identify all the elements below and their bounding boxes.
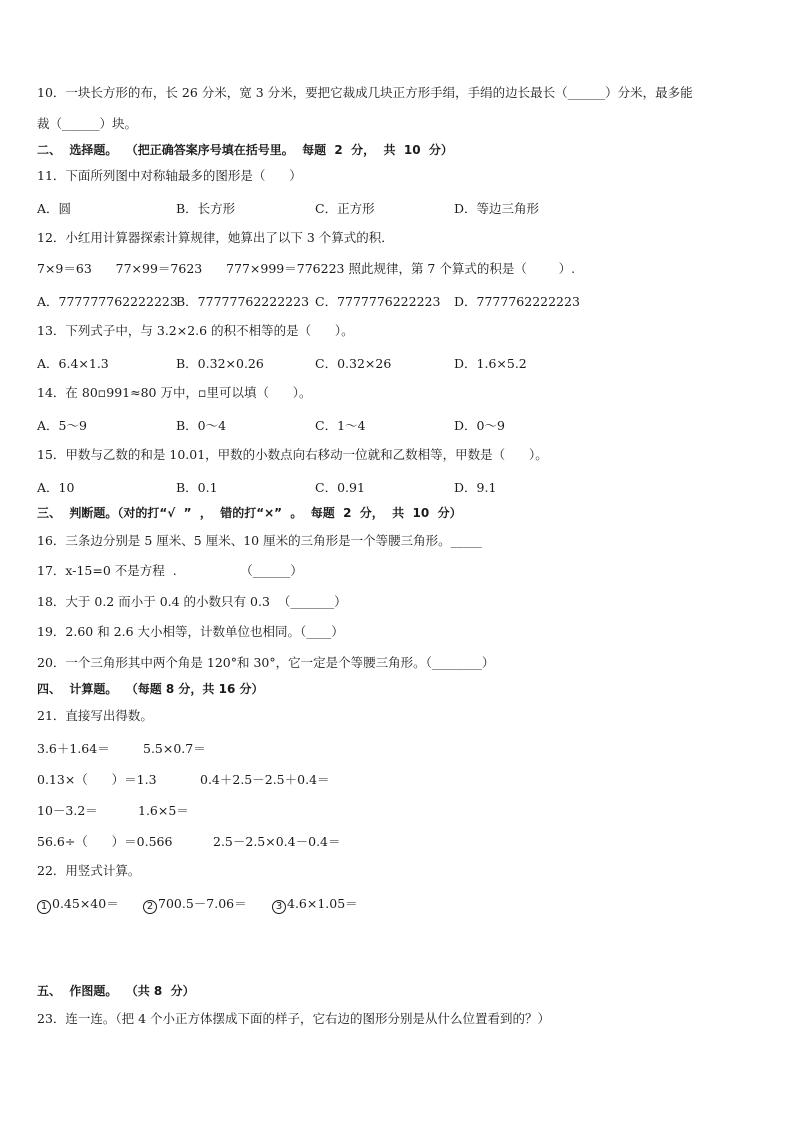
q21-expression: 2.5－2.5×0.4－0.4＝ xyxy=(213,834,341,849)
q15-option-d: D．9.1 xyxy=(454,480,497,495)
q12-options xyxy=(37,292,777,308)
q12-option-a: A．777777762222223 xyxy=(37,294,178,309)
section3-header: 三、 判断题。（对的打“√ ” ， 错的打“×” 。 每题 2 分， 共 10 分） xyxy=(37,506,462,520)
q23-stem: 23．连一连。（把 4 个小正方体摆成下面的样子，它右边的图形分别是从什么位置看到的？） xyxy=(37,1011,551,1026)
q12-option-b: B．77777762222223 xyxy=(176,294,310,309)
q21-row-4 xyxy=(37,832,777,848)
q22-item-2 xyxy=(143,894,247,914)
q11-option-a: A．圆 xyxy=(37,201,72,216)
q13-option-d: D．1.6×5.2 xyxy=(454,356,527,371)
q22-stem: 22．用竖式计算。 xyxy=(37,863,141,878)
q11-options xyxy=(37,199,777,215)
q15-option-c: C．0.91 xyxy=(315,480,365,495)
q15-options xyxy=(37,478,777,494)
q16-statement: 16．三条边分别是 5 厘米、5 厘米、10 厘米的三角形是一个等腰三角形。_____ xyxy=(37,533,482,548)
q14-option-c: C．1～4 xyxy=(315,418,366,433)
q12-formulas: 7×9＝63 77×99＝7623 777×999＝776223 照此规律，第 7 个算式的积是（ ）. xyxy=(37,261,576,276)
q22-expression: 4.6×1.05＝ xyxy=(287,896,358,911)
q12-option-c: C．7777776222223 xyxy=(315,294,441,309)
q17-statement: 17．x-15=0 不是方程 . （______） xyxy=(37,563,303,578)
q19-statement: 19．2.60 和 2.6 大小相等，计数单位也相同。（____） xyxy=(37,624,344,639)
q21-expression: 0.4＋2.5－2.5＋0.4＝ xyxy=(200,772,330,787)
q15-option-b: B．0.1 xyxy=(176,480,218,495)
q15-stem: 15．甲数与乙数的和是 10.01，甲数的小数点向右移动一位就和乙数相等，甲数是（ ）。 xyxy=(37,447,548,462)
q13-option-c: C．0.32×26 xyxy=(315,356,392,371)
q13-option-b: B．0.32×0.26 xyxy=(176,356,264,371)
circled-number: 2 xyxy=(143,900,157,914)
q21-row-1 xyxy=(37,739,777,755)
q21-stem: 21．直接写出得数。 xyxy=(37,708,153,723)
q11-option-c: C．正方形 xyxy=(315,201,375,216)
q21-expression: 5.5×0.7＝ xyxy=(143,741,206,756)
q14-stem: 14．在 80▫991≈80 万中，▫里可以填（ ）。 xyxy=(37,385,312,400)
q20-statement: 20．一个三角形其中两个角是 120°和 30°，它一定是个等腰三角形。（________） xyxy=(37,655,495,670)
q14-options xyxy=(37,416,777,432)
q12-option-d: D．7777762222223 xyxy=(454,294,580,309)
circled-number: 3 xyxy=(272,900,286,914)
q21-expression: 1.6×5＝ xyxy=(138,803,189,818)
q10-line2: 裁（______）块。 xyxy=(37,116,138,131)
q22-items xyxy=(37,894,777,910)
section5-header: 五、 作图题。 （共 8 分） xyxy=(37,984,195,998)
q18-statement: 18．大于 0.2 而小于 0.4 的小数只有 0.3 （_______） xyxy=(37,594,347,609)
q21-expression: 3.6＋1.64＝ xyxy=(37,741,110,756)
q14-option-a: A．5～9 xyxy=(37,418,87,433)
q14-option-b: B．0～4 xyxy=(176,418,227,433)
q21-expression: 0.13×（ ）＝1.3 xyxy=(37,772,157,787)
q21-expression: 10－3.2＝ xyxy=(37,803,98,818)
q13-stem: 13．下列式子中，与 3.2×2.6 的积不相等的是（ ）。 xyxy=(37,323,354,338)
q14-option-d: D．0～9 xyxy=(454,418,505,433)
q11-option-d: D．等边三角形 xyxy=(454,201,540,216)
circled-number: 1 xyxy=(37,900,51,914)
q21-row-2 xyxy=(37,770,777,786)
q11-option-b: B．长方形 xyxy=(176,201,236,216)
q11-stem: 11．下面所列图中对称轴最多的图形是（ ） xyxy=(37,168,302,183)
section2-header: 二、 选择题。 （把正确答案序号填在括号里。 每题 2 分， 共 10 分） xyxy=(37,143,453,157)
q10-line1: 10．一块长方形的布，长 26 分米，宽 3 分米，要把它裁成几块正方形手绢，手绢的边长最长（______）分米，最多能 xyxy=(37,85,693,100)
q13-option-a: A．6.4×1.3 xyxy=(37,356,109,371)
q15-option-a: A．10 xyxy=(37,480,75,495)
q13-options xyxy=(37,354,777,370)
q12-stem: 12．小红用计算器探索计算规律，她算出了以下 3 个算式的积． xyxy=(37,230,394,245)
q21-expression: 56.6÷（ ）＝0.566 xyxy=(37,834,173,849)
q22-item-1 xyxy=(37,894,119,914)
section4-header: 四、 计算题。 （每题 8 分，共 16 分） xyxy=(37,682,264,696)
q22-expression: 0.45×40＝ xyxy=(52,896,119,911)
q22-expression: 700.5－7.06＝ xyxy=(158,896,247,911)
q22-item-3 xyxy=(272,894,358,914)
q21-row-3 xyxy=(37,801,777,817)
